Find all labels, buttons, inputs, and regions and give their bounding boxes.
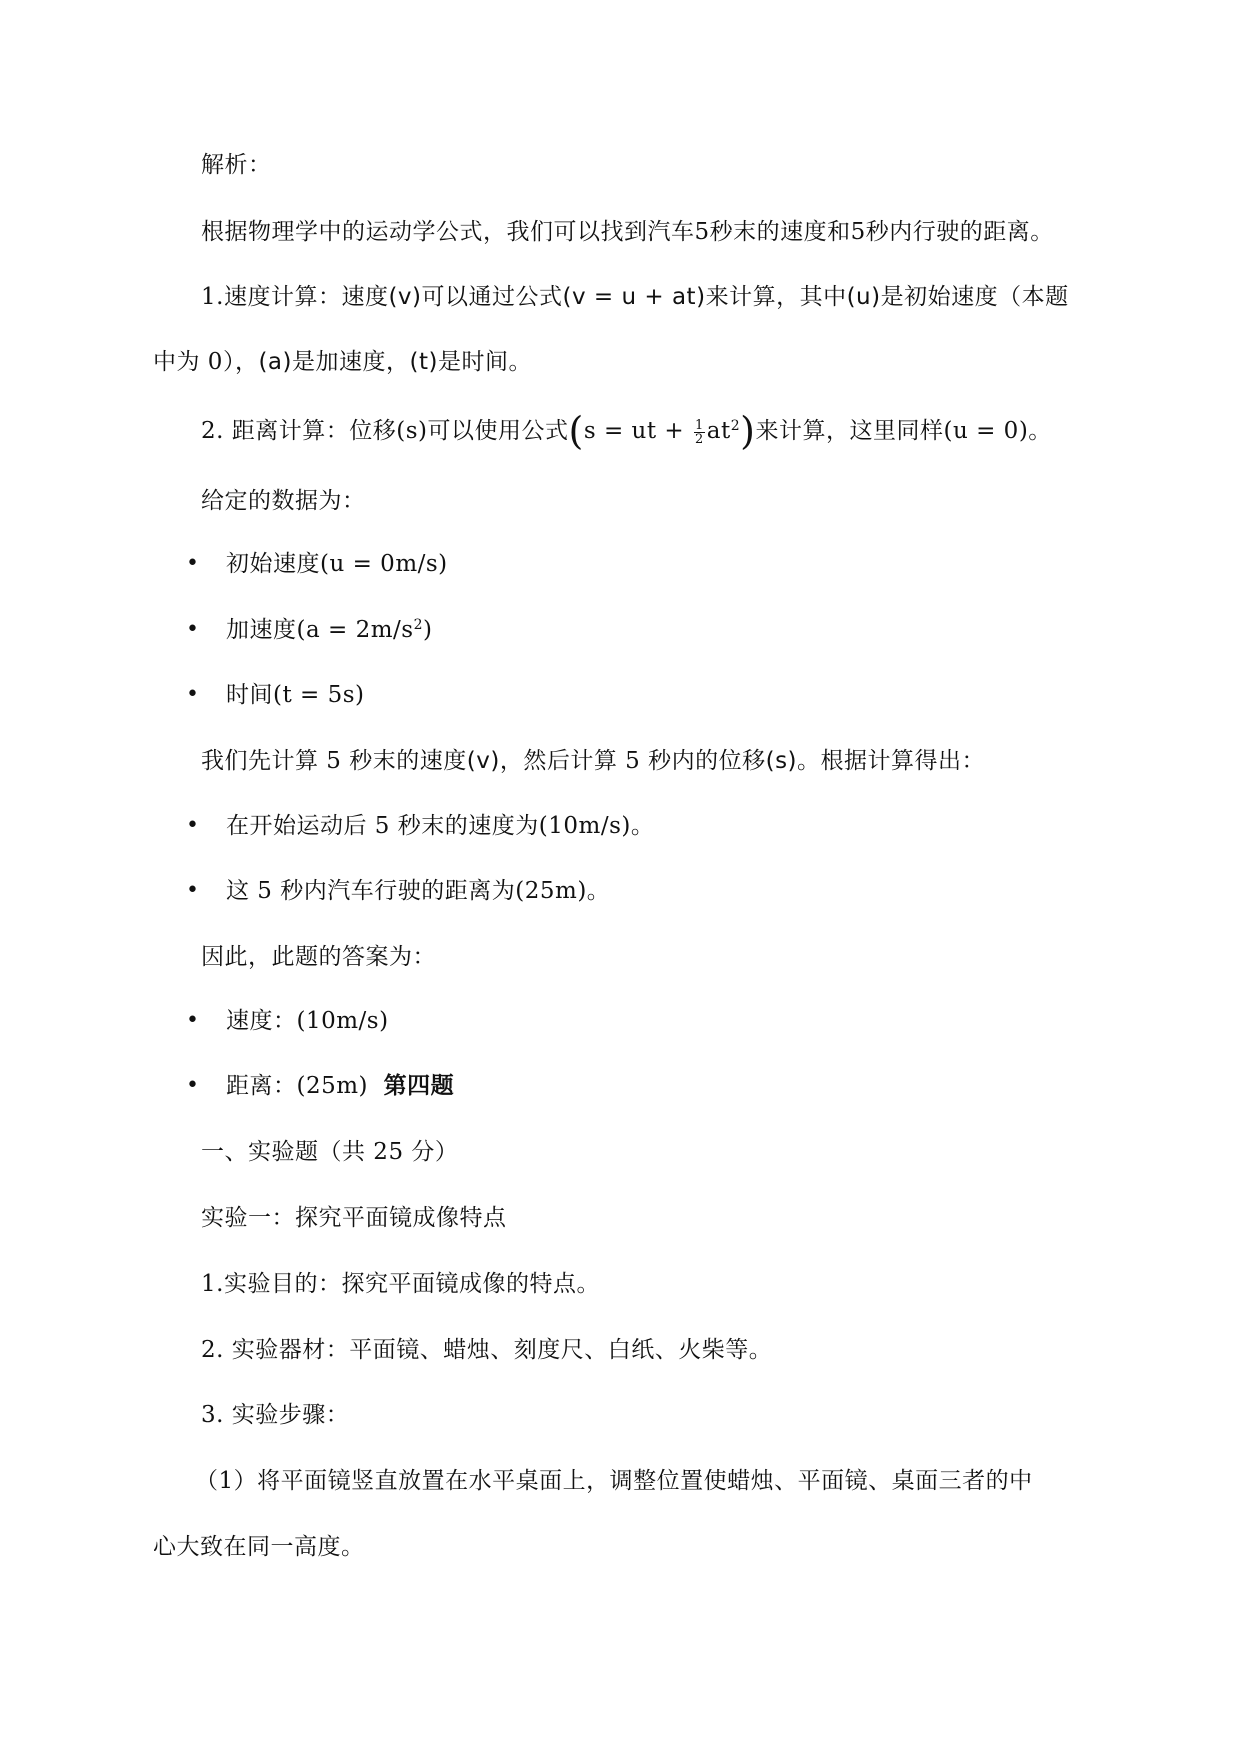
v-symbol: (v) xyxy=(388,284,422,310)
calc-sentence xyxy=(201,744,985,778)
result-distance xyxy=(226,874,610,908)
u-symbol: (u) xyxy=(846,284,881,310)
given-label: 加速度 xyxy=(226,617,297,643)
experiment-step1-line1: （1）将平面镜竖直放置在水平桌面上，调整位置使蜡烛、平面镜、桌面三者的中 xyxy=(195,1468,1033,1494)
result-value: (10m/s) xyxy=(538,813,631,839)
answer-heading: 因此，此题的答案为： xyxy=(201,944,436,970)
velocity-prefix: 1.速度计算：速度 xyxy=(201,284,389,310)
given-value: (u = 0m/s) xyxy=(320,551,448,577)
fraction-numerator: 1 xyxy=(695,417,704,433)
formula-open-paren: ( xyxy=(568,409,584,453)
velocity-calc-line2 xyxy=(153,345,532,379)
given-label: 初始速度 xyxy=(226,551,320,577)
bullet-icon: • xyxy=(186,1008,199,1033)
given-item-acceleration xyxy=(226,613,432,647)
distance-mid1: 可以使用公式 xyxy=(427,418,569,444)
s-symbol: (s) xyxy=(396,418,428,444)
formula-left: s = ut + xyxy=(583,418,692,444)
result-end: 。 xyxy=(586,878,611,904)
experiment-equipment: 2. 实验器材：平面镜、蜡烛、刻度尺、白纸、火柴等。 xyxy=(201,1337,773,1363)
question-four-heading: 第四题 xyxy=(383,1073,455,1099)
answer-distance xyxy=(226,1069,454,1103)
experiment-section-title: 一、实验题（共 25 分） xyxy=(201,1139,459,1165)
fraction-denominator: 2 xyxy=(695,431,704,447)
velocity-formula: (v = u + at) xyxy=(562,284,706,310)
experiment-title: 实验一：探究平面镜成像特点 xyxy=(201,1205,507,1231)
bullet-icon: • xyxy=(186,813,199,838)
line2-c: 是时间。 xyxy=(437,349,532,375)
line2-a: 中为 0）， xyxy=(153,349,259,375)
answer-label: 距离： xyxy=(226,1073,297,1099)
result-text: 这 5 秒内汽车行驶的距离为 xyxy=(226,878,516,904)
velocity-mid1: 可以通过公式 xyxy=(421,284,563,310)
a-symbol: (a) xyxy=(258,349,292,375)
result-value: (25m) xyxy=(515,878,587,904)
bullet-icon: • xyxy=(186,878,199,903)
bullet-icon: • xyxy=(186,1073,199,1098)
distance-mid2: 来计算，这里同样 xyxy=(755,418,944,444)
calc-part-c: 。根据计算得出： xyxy=(797,748,986,774)
formula-exponent: 2 xyxy=(730,418,741,434)
bullet-icon: • xyxy=(186,682,199,707)
calc-s-symbol: (s) xyxy=(765,748,798,774)
line2-b: 是加速度， xyxy=(292,349,410,375)
formula-close-paren: ) xyxy=(740,409,756,453)
formula-right: at xyxy=(706,418,731,444)
experiment-steps-heading: 3. 实验步骤： xyxy=(201,1402,350,1428)
given-item-initial-velocity xyxy=(226,547,448,581)
calc-v-symbol: (v) xyxy=(466,748,500,774)
answer-label: 速度： xyxy=(226,1008,297,1034)
result-text: 在开始运动后 5 秒末的速度为 xyxy=(226,813,539,839)
given-value: (a = 2m/s xyxy=(296,617,414,643)
answer-velocity xyxy=(226,1004,389,1038)
distance-prefix: 2. 距离计算：位移 xyxy=(201,418,397,444)
given-item-time xyxy=(226,678,365,712)
distance-end: 。 xyxy=(1028,418,1052,444)
given-exponent: 2 xyxy=(413,617,423,633)
analysis-intro: 根据物理学中的运动学公式，我们可以找到汽车5秒末的速度和5秒内行驶的距离。 xyxy=(201,219,1054,245)
calc-part-b: ，然后计算 5 秒内的位移 xyxy=(499,748,766,774)
velocity-tail: 是初始速度（本题 xyxy=(880,284,1069,310)
velocity-mid2: 来计算，其中 xyxy=(705,284,847,310)
calc-part-a: 我们先计算 5 秒末的速度 xyxy=(201,748,467,774)
velocity-calc-line1 xyxy=(201,280,1069,314)
distance-calc-line xyxy=(201,409,1052,453)
fraction-half xyxy=(694,419,705,446)
given-close: ) xyxy=(423,617,433,643)
answer-value: (10m/s) xyxy=(296,1008,389,1034)
given-heading: 给定的数据为： xyxy=(201,488,366,514)
result-velocity xyxy=(226,809,654,843)
experiment-purpose: 1.实验目的：探究平面镜成像的特点。 xyxy=(201,1271,600,1297)
experiment-step1-line2: 心大致在同一高度。 xyxy=(153,1534,365,1560)
t-symbol: (t) xyxy=(409,349,438,375)
answer-value: (25m) xyxy=(296,1073,369,1099)
analysis-heading: 解析： xyxy=(201,152,272,178)
bullet-icon: • xyxy=(186,551,199,576)
bullet-icon: • xyxy=(186,617,199,642)
result-end: 。 xyxy=(630,813,655,839)
given-value: (t = 5s) xyxy=(273,682,365,708)
given-label: 时间 xyxy=(226,682,273,708)
u-zero-condition: (u = 0) xyxy=(943,418,1029,444)
